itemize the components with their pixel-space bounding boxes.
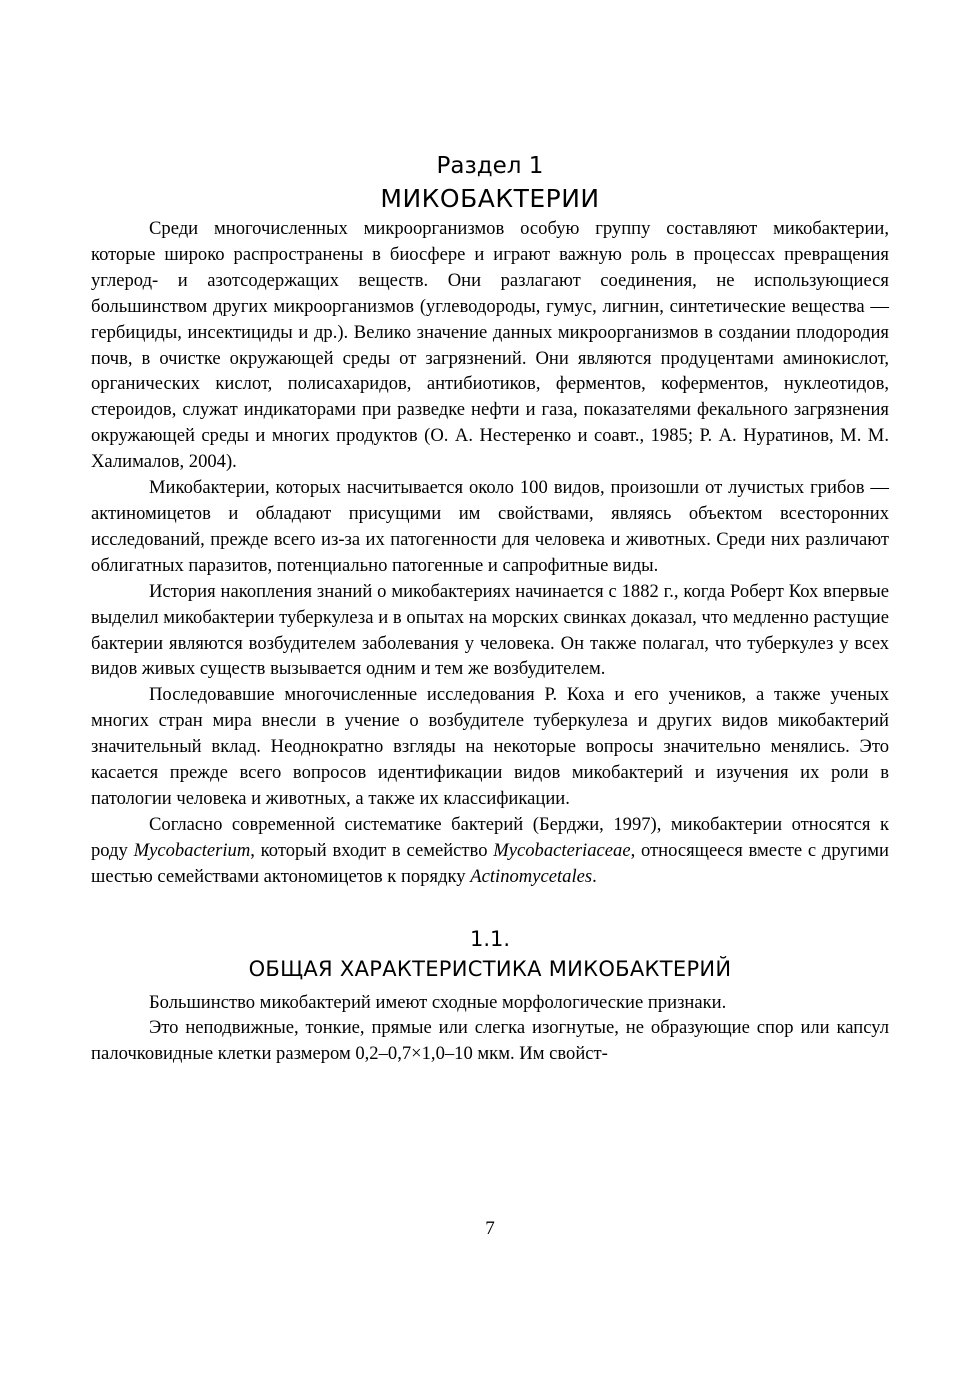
section-title: МИКОБАКТЕРИИ	[380, 184, 600, 213]
paragraph-4: Последовавшие многочисленные исследования Р. Коха и его учеников, а также ученых многих стран мира внесли в учение о возбудителе туберкулеза и других видов микобактерий значительный вклад. Неоднократно взгляды на некоторые вопросы значительно менялись. Это касается прежде всего вопросов идентификации видов микобактерий и изучения их роли в патологии человека и животных, а также их классификации.	[91, 684, 889, 809]
paragraph-5-text-1: Согласно современной систематике бактерий (Берджи, 1997), микобактерии относятся к роду	[91, 813, 889, 861]
sub-paragraph-1: Большинство микобактерий имеют сходные морфологические признаки.	[149, 991, 727, 1013]
page-body	[91, 150, 889, 1067]
paragraph-3: История накопления знаний о микобактериях начинается с 1882 г., когда Роберт Кох впервые выделил микобактерии туберкулеза и в опытах на морских свинках доказал, что медленно растущие бактерии являются возбудителем заболевания у человека. Он также полагал, что туберкулез у всех видов живых существ вызывается одним и тем же возбудителем.	[91, 580, 889, 680]
paragraph-5-text-4: .	[592, 865, 597, 887]
sub-paragraph-2: Это неподвижные, тонкие, прямые или слегка изогнутые, не образующие спор или капсул палочковидные клетки размером 0,2–0,7×1,0–10 мкм. Им свойст-	[91, 1017, 889, 1065]
paragraph-5-text-2: , который входит в семейство	[250, 839, 494, 861]
subsection-title: ОБЩАЯ ХАРАКТЕРИСТИКА МИКОБАКТЕРИЙ	[248, 956, 732, 981]
family-name: Mycobacteriaceae	[493, 839, 631, 861]
paragraph-5	[91, 812, 889, 890]
genus-name: Mycobacterium	[133, 839, 251, 861]
subsection-number: 1.1.	[469, 926, 511, 951]
order-name: Actinomycetales	[470, 865, 593, 887]
paragraph-5-text-3: , относящееся вместе с другими шестью семействами актономицетов к порядку	[91, 839, 889, 887]
paragraph-1: Среди многочисленных микроорганизмов особую группу составляют микобактерии, которые широко распространены в биосфере и играют важную роль в процессах превращения углерод- и азотсодержащих веществ. Они разлагают соединения, не использующиеся большинством других микроорганизмов (углеводороды, гумус, лигнин, синтетические вещества — гербициды, инсектициды и др.). Велико значение данных микроорганизмов в создании плодородия почв, в очистке окружающей среды от загрязнений. Они являются продуцентами аминокислот, органических кислот, полисахаридов, антибиотиков, ферментов, коферментов, нуклеотидов, стероидов, служат индикаторами при разведке нефти и газа, показателями фекального загрязнения окружающей среды и многих продуктов (О. А. Нестеренко и соавт., 1985; Р. А. Нуратинов, М. М. Халималов, 2004).	[91, 218, 889, 473]
paragraph-2: Микобактерии, которых насчитывается около 100 видов, произошли от лучистых грибов — актиномицетов и обладают присущими им свойствами, являясь объектом всесторонних исследований, прежде всего из-за их патогенности для человека и животных. Среди них различают облигатных паразитов, потенциально патогенные и сапрофитные виды.	[91, 477, 889, 576]
page-number: 7	[485, 1218, 495, 1239]
section-label: Раздел 1	[436, 153, 544, 179]
